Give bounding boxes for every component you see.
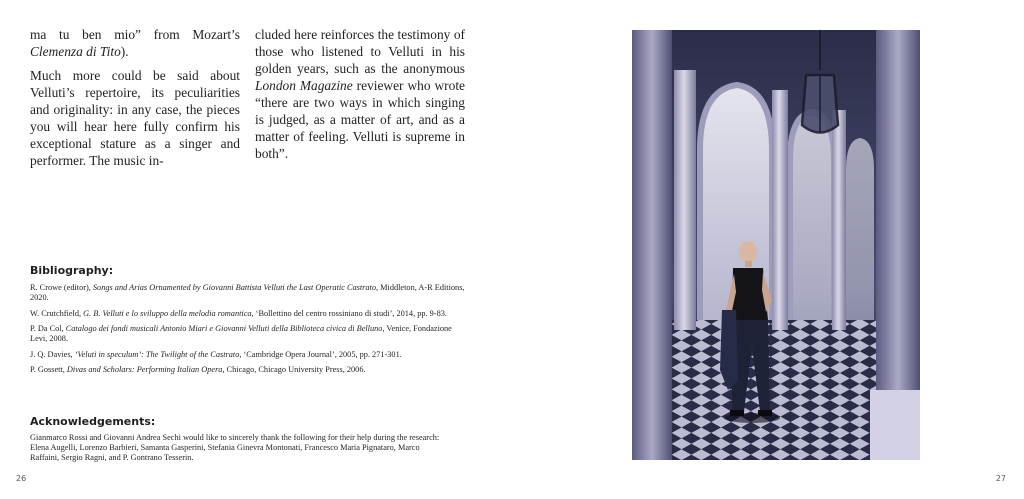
bibliography-entry: R. Crowe (editor), Songs and Arias Ornamented by Giovanni Battista Velluti the Last Operatic Castrato, Middleton, A-R Editions, 2020. bbox=[30, 283, 465, 303]
bibliography-heading: Bibliography: bbox=[30, 264, 114, 277]
bibliography-list bbox=[30, 283, 470, 380]
paragraph-2: Much more could be said about Velluti’s repertoire, its peculiarities and originality: in any case, the pieces you will hear here fully confirm his exceptional stature as a singer and performer. The music in- bbox=[30, 68, 240, 168]
acknowledgements-text: Gianmarco Rossi and Giovanni Andrea Sechi would like to sincerely thank the following for their help during the research: Elena Augelli, Lorenzo Barbieri, Samanta Gasperini, Stefania Ginevra Montonati, Francesco Maria Pignataro, Marco Raffaini, Sergio Ragni, and P. Gontrano Tesserin. bbox=[30, 433, 440, 463]
bibliography-entry: P. Da Col, Catalogo dei fondi musicali Antonio Miari e Giovanni Velluti della Biblioteca civica di Belluno, Venice, Fondazione Levi, 2008. bbox=[30, 323, 452, 344]
text-column-1 bbox=[30, 26, 240, 176]
portrait-photo bbox=[632, 30, 920, 460]
bibliography-entry: W. Crutchfield, G. B. Velluti e lo sviluppo della melodia romantica, ‘Bollettino del centro rossiniano di studi’, 2014, pp. 9-83. bbox=[30, 308, 447, 318]
acknowledgements-heading: Acknowledgements: bbox=[30, 415, 156, 428]
page-number-left: 26 bbox=[16, 474, 27, 483]
right-page bbox=[512, 0, 1024, 499]
bibliography-entry: P. Gossett, Divas and Scholars: Performing Italian Opera, Chicago, Chicago University Press, 2006. bbox=[30, 364, 366, 374]
paragraph-1: ma tu ben mio” from Mozart’s Clemenza di Tito). bbox=[30, 27, 240, 59]
text-column-2 bbox=[255, 26, 465, 169]
page-number-right: 27 bbox=[995, 474, 1006, 483]
bibliography-entry: J. Q. Davies, ‘Veluti in speculum’: The Twilight of the Castrato, ‘Cambridge Opera Journal’, 2005, pp. 271-301. bbox=[30, 349, 402, 359]
paragraph-3: cluded here reinforces the testimony of those who listened to Velluti in his golden years, such as the anonymous London Magazine reviewer who wrote “there are two ways in which singing is judged, as a matter of art, and as a matter of feeling. Velluti is supreme in both”. bbox=[255, 27, 465, 161]
